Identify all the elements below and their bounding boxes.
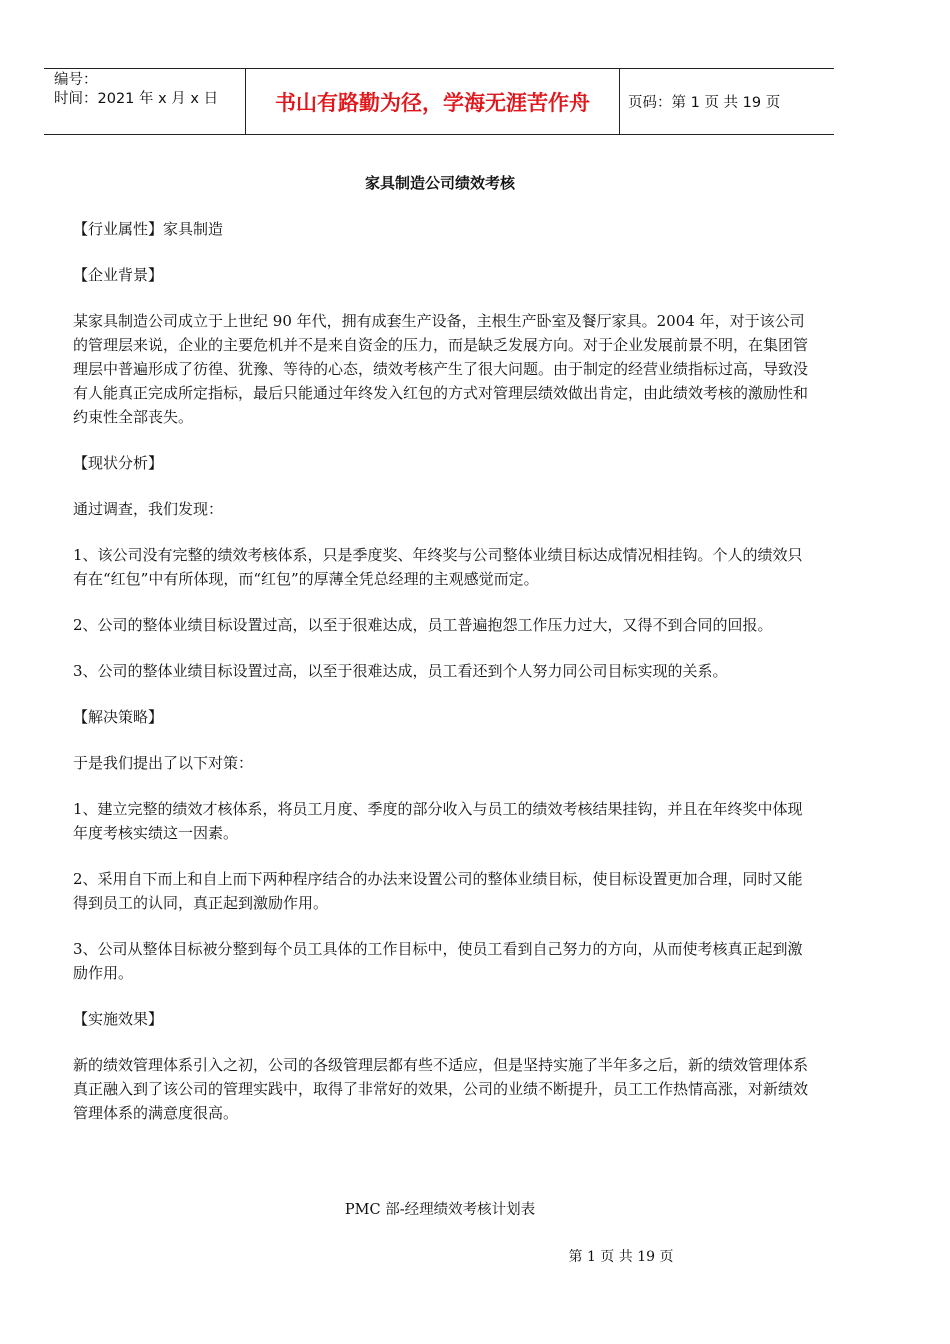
effect-paragraph: 新的绩效管理体系引入之初，公司的各级管理层都有些不适应，但是坚持实施了半年多之后，新的绩效管理体系真正融入到了该公司的管理实践中，取得了非常好的效果，公司的业绩不断提升，员工工作热情高涨，对新绩效管理体系的满意度很高。	[73, 1056, 809, 1122]
document-body	[73, 217, 813, 1125]
strategy-item-2: 2、采用自下而上和自上而下两种程序结合的办法来设置公司的整体业绩目标，使目标设置更加合理，同时又能得到员工的认同，真正起到激励作用。	[73, 870, 803, 912]
analysis-item-2: 2、公司的整体业绩目标设置过高，以至于很难达成，员工普遍抱怨工作压力过大，又得不到合同的回报。	[73, 616, 773, 634]
header-page-info: 页码：第 1 页 共 19 页	[628, 95, 781, 111]
strategy-intro: 于是我们提出了以下对策：	[73, 754, 254, 772]
analysis-intro: 通过调查，我们发现：	[73, 500, 224, 518]
page-header	[44, 68, 834, 135]
section-heading-strategy: 【解决策略】	[73, 708, 164, 726]
document-title: 家具制造公司绩效考核	[364, 174, 515, 192]
time-label: 时间：2021 年 x 月 x 日	[54, 91, 219, 107]
analysis-item-1: 1、该公司没有完整的绩效考核体系，只是季度奖、年终奖与公司整体业绩目标达成情况相挂钩。个人的绩效只有在“红包”中有所体现，而“红包”的厚薄全凭总经理的主观感觉而定。	[73, 546, 803, 588]
background-paragraph: 某家具制造公司成立于上世纪 90 年代，拥有成套生产设备，主根生产卧室及餐厅家具。2004 年，对于该公司的管理层来说，企业的主要危机并不是来自资金的压力，而是缺乏发展方向。对于企业发展前景不明，在集团管理层中普遍形成了彷徨、犹豫、等待的心态，绩效考核产生了很大问题。由于制定的经营业绩指标过高，导致没有人能真正完成所定指标，最后只能通过年终发入红包的方式对管理层绩效做出肯定，由此绩效考核的激励性和约束性全部丧失。	[73, 312, 809, 426]
section-heading-effect: 【实施效果】	[73, 1010, 164, 1028]
analysis-item-3: 3、公司的整体业绩目标设置过高，以至于很难达成，员工看还到个人努力同公司目标实现的关系。	[73, 662, 728, 680]
strategy-item-3: 3、公司从整体目标被分整到每个员工具体的工作目标中，使员工看到自己努力的方向，从而使考核真正起到激励作用。	[73, 940, 803, 982]
table-caption: PMC 部-经理绩效考核计划表	[344, 1202, 536, 1218]
section-heading-analysis: 【现状分析】	[73, 454, 164, 472]
strategy-item-1: 1、建立完整的绩效才核体系，将员工月度、季度的部分收入与员工的绩效考核结果挂钩，并且在年终奖中体现年度考核实绩这一因素。	[73, 800, 803, 842]
header-motto: 书山有路勤为径，学海无涯苦作舟	[246, 69, 620, 134]
number-label: 编号：	[54, 72, 98, 88]
industry-attribute: 【行业属性】家具制造	[73, 220, 224, 238]
page-footer: 第 1 页 共 19 页	[568, 1249, 674, 1265]
section-heading-background: 【企业背景】	[73, 266, 164, 284]
header-meta	[44, 69, 246, 134]
